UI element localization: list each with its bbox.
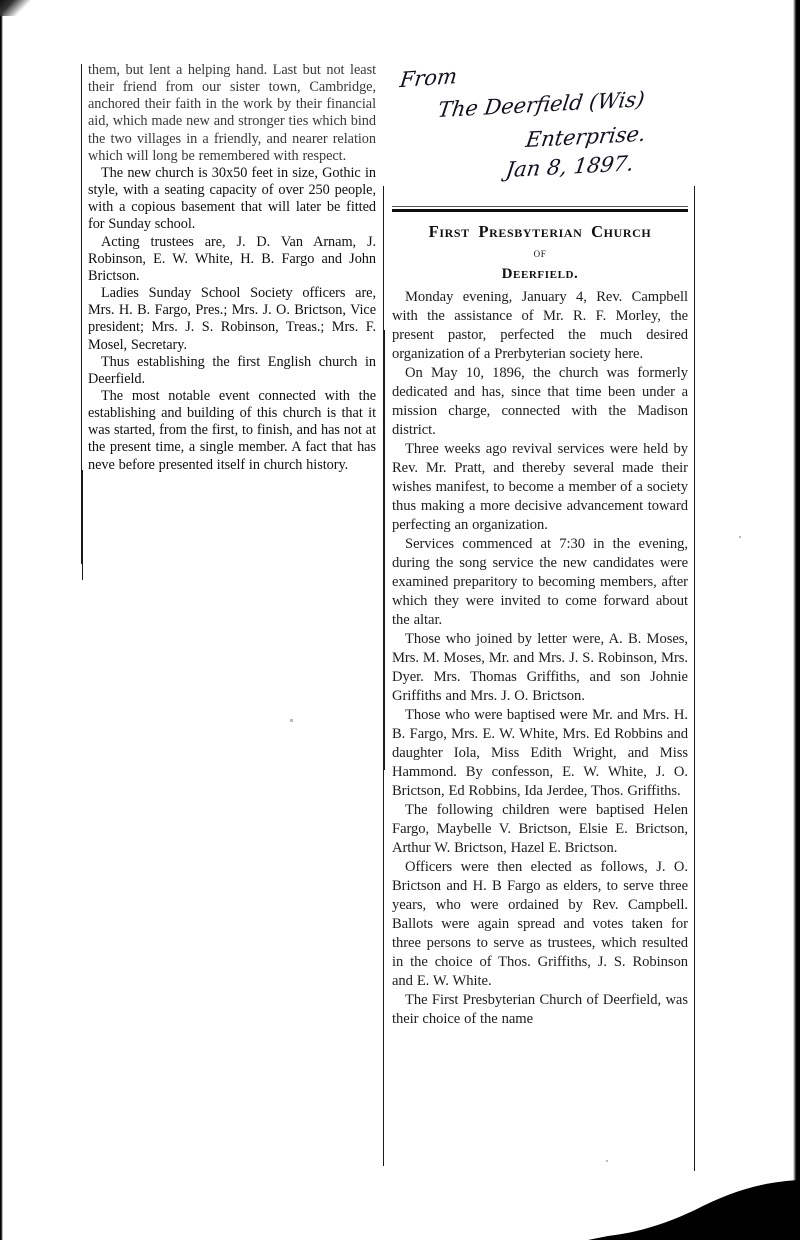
headline-place: Deerfield. [501,266,579,282]
handwritten-line-name: Enterprise. [524,121,648,153]
scan-speck [606,1160,608,1162]
paragraph: On May 10, 1896, the church was formerly dedicated and has, since that time been under a mission charge, connected with the Madison district. [392,365,688,438]
article-column-left [88,62,376,474]
paragraph: them, but lent a helping hand. Last but not least their friend from our sister town, Cambridge, anchored their faith in the work by their financial aid, which made new and stronger ties which bind the two villages in a friendly, and nearer relation which will long be remembered with respect. [88,62,376,164]
column-rule-left-lower [82,470,83,580]
headline-divider-rules [392,206,688,212]
divider-rule-thin [392,206,688,207]
paragraph: Services commenced at 7:30 in the evening, during the song service the new candidates were examined preparitory to becoming members, after which they were invited to come forward about the altar. [392,536,688,628]
paragraph: Monday evening, January 4, Rev. Campbell with the assistance of Mr. R. F. Morley, the present pastor, perfected the much desired organization of a Prerbyterian society here. [392,289,688,362]
divider-rule-thick [392,209,688,212]
handwritten-line-date: Jan 8, 1897. [504,151,636,183]
paragraph: Those who were baptised were Mr. and Mrs. H. B. Fargo, Mrs. E. W. White, Mrs. Ed Robbins and daughter Iola, Miss Edith Wright, and Miss Hammond. By confesson, E. W. White, J. O. Brictson, Ed Robbins, Ida Jerdee, Thos. Griffiths. [392,707,688,799]
paragraph: Acting trustees are, J. D. Van Arnam, J. Robinson, E. W. White, H. B. Fargo and John Brictson. [88,233,376,284]
paragraph: Thus establishing the first English church in Deerfield. [88,353,376,387]
scan-speck [739,536,741,538]
paragraph: The First Presbyterian Church of Deerfield, was their choice of the name [392,992,688,1027]
handwritten-line-paper: The Deerfield (Wis) [436,87,647,123]
article-column-right [392,206,688,1029]
paragraph: The most notable event connected with the establishing and building of this church is that it was started, from the first, to finish, and has not at the present time, a single member. A fact that has neve before presented itself in church history. [88,387,376,473]
paragraph: Three weeks ago revival services were held by Rev. Mr. Pratt, and thereby several made their wishes manifest, to become a member of a society thus making a more decisive advancement toward perfecting an organization. [392,441,688,533]
paragraph: Those who joined by letter were, A. B. Moses, Mrs. M. Moses, Mr. and Mrs. J. S. Robinson, Mrs. Dyer. Mrs. Thomas Griffiths, and son Johnie Griffiths and Mrs. J. O. Brictson. [392,631,688,704]
column-rule-center-upper [384,330,385,770]
column-rule-right [694,186,695,1171]
paragraph: The new church is 30x50 feet in size, Gothic in style, with a seating capacity of over 250 people, with a copious basement that will later be fitted for Sunday school. [88,164,376,233]
headline-connector: of [533,245,547,260]
paragraph: Ladies Sunday School Society officers are, Mrs. H. B. Fargo, Pres.; Mrs. J. O. Brictson, Vice president; Mrs. J. S. Robinson, Treas.; Mrs. F. Mosel, Secretary. [88,285,376,353]
handwritten-attribution-note [398,62,698,184]
page-title: First Presbyterian Church [428,222,652,241]
handwritten-line-from: From [398,63,459,93]
paragraph: The following children were baptised Helen Fargo, Maybelle V. Brictson, Elsie E. Brictson, Arthur W. Brictson, Hazel E. Brictson. [392,802,688,856]
scan-speck [290,719,293,722]
paragraph: Officers were then elected as follows, J. O. Brictson and H. B Fargo as elders, to serve three years, who were ordained by Rev. Campbell. Ballots were again spread and votes taken for three persons to serve as trustees, which resulted in the choice of Thos. Griffiths, J. S. Robinson and E. W. White. [392,859,688,989]
